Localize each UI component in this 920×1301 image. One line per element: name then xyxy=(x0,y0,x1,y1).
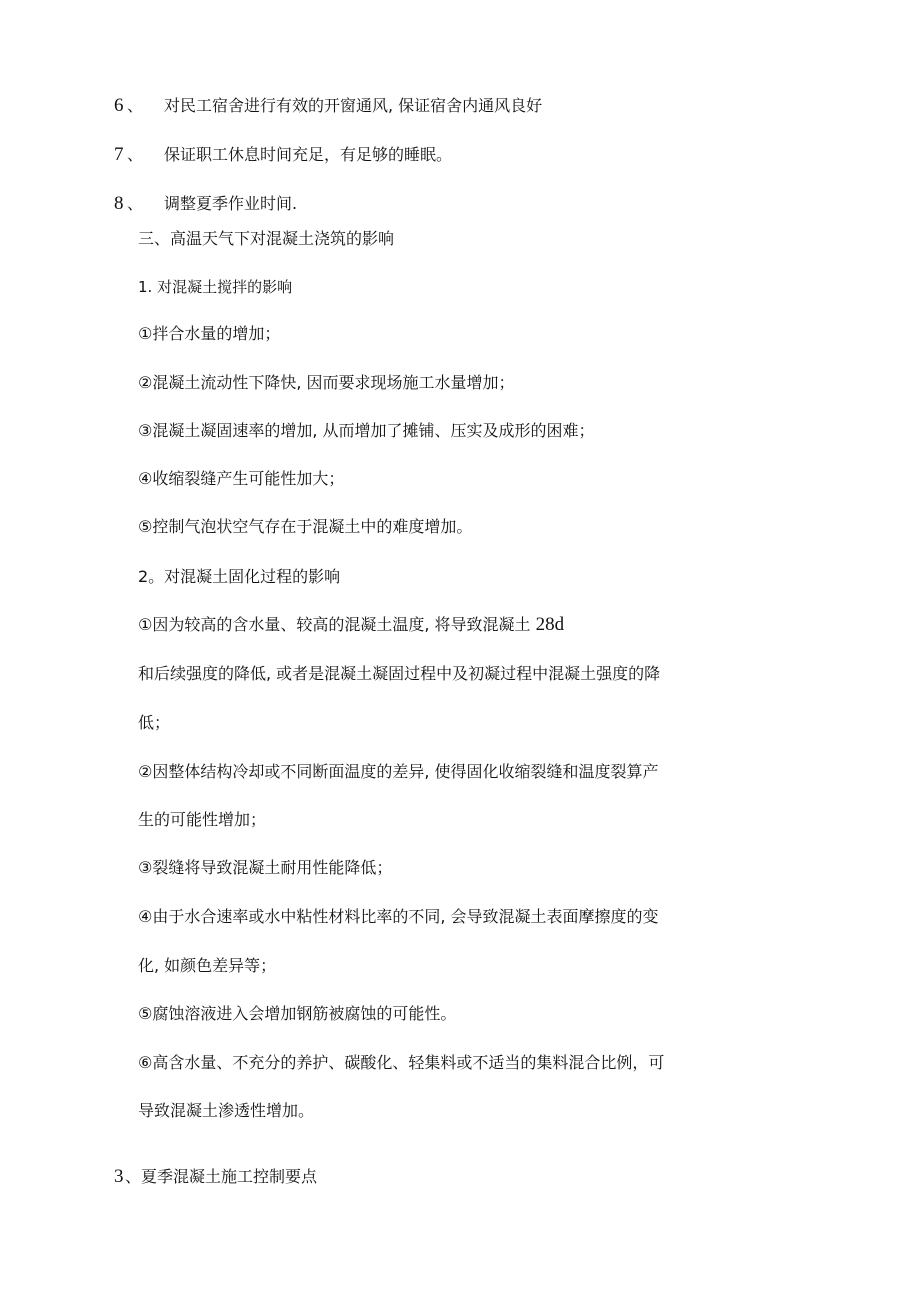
item-number-8: 8 xyxy=(114,193,124,214)
item-text-7: 保证职工休息时间充足，有足够的睡眠。 xyxy=(164,145,453,164)
list-item: ④由于水合速率或水中粘性材料比率的不同, 会导致混凝土表面摩擦度的变 xyxy=(138,907,659,926)
item-separator: 、 xyxy=(127,194,144,213)
list-item-continuation: 生的可能性增加； xyxy=(138,810,267,829)
item-number-6: 6 xyxy=(114,95,124,116)
section-title: 、夏季混凝土施工控制要点 xyxy=(125,1167,318,1186)
list-item-continuation: 化, 如颜色差异等； xyxy=(138,956,277,975)
list-item: ⑤控制气泡状空气存在于混凝土中的难度增加。 xyxy=(138,517,473,536)
section-heading: 三、高温天气下对混凝土浇筑的影响 xyxy=(138,229,395,248)
list-item: ②因整体结构冷却或不同断面温度的差异, 使得固化收缩裂缝和温度裂算产 xyxy=(138,762,659,781)
list-item-continuation: 导致混凝土渗透性增加。 xyxy=(138,1101,315,1120)
list-item: ④收缩裂缝产生可能性加大； xyxy=(138,469,345,488)
item-text-8: 调整夏季作业时间. xyxy=(164,194,298,213)
list-item: ⑥高含水量、不充分的养护、碳酸化、轻集料或不适当的集料混合比例，可 xyxy=(138,1053,665,1072)
subsection-title-1: 1. 对混凝土搅拌的影响 xyxy=(138,278,293,296)
item-separator: 、 xyxy=(127,96,144,115)
list-item-text: ①因为较高的含水量、较高的混凝土温度, 将导致混凝土 xyxy=(138,615,536,634)
list-item-value: 28d xyxy=(535,614,565,635)
list-item-continuation: 低； xyxy=(138,713,171,732)
list-item: ①拌合水量的增加； xyxy=(138,324,281,343)
item-separator: 、 xyxy=(127,145,144,164)
list-item: ⑤腐蚀溶液进入会增加钢筋被腐蚀的可能性。 xyxy=(138,1004,457,1023)
list-item: ②混凝土流动性下降快, 因而要求现场施工水量增加； xyxy=(138,373,515,392)
list-item xyxy=(138,615,564,635)
item-text-6: 对民工宿舍进行有效的开窗通风, 保证宿舍内通风良好 xyxy=(164,96,543,115)
section-number: 3 xyxy=(114,1166,124,1187)
list-item: ③裂缝将导致混凝土耐用性能降低； xyxy=(138,858,393,877)
list-item: ③混凝土凝固速率的增加, 从而增加了摊铺、压实及成形的困难； xyxy=(138,421,595,440)
item-number-7: 7 xyxy=(114,144,124,165)
list-item-continuation: 和后续强度的降低, 或者是混凝土凝固过程中及初凝过程中混凝土强度的降 xyxy=(138,664,661,683)
subsection-title-2: 2。对混凝土固化过程的影响 xyxy=(138,567,341,586)
